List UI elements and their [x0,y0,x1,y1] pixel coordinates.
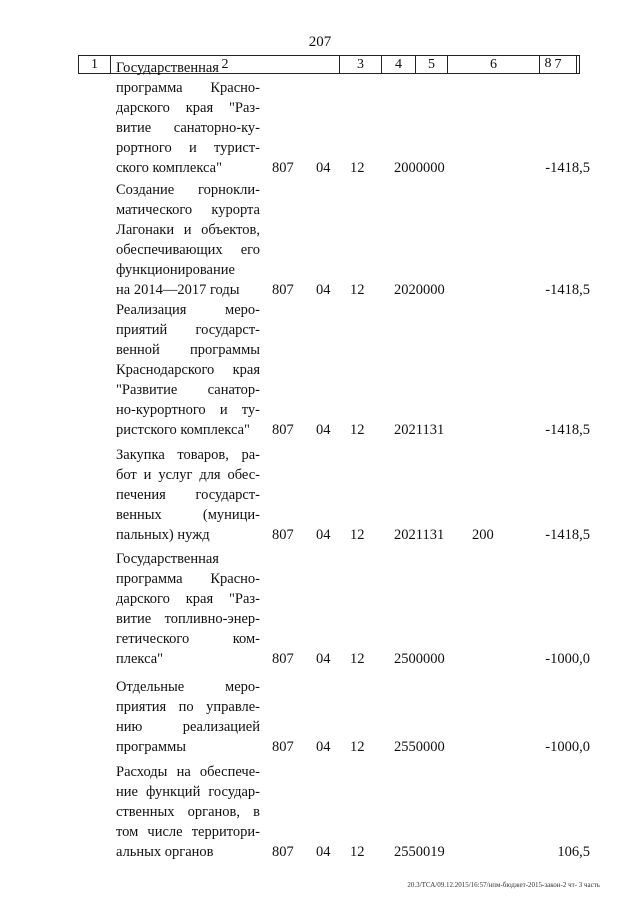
column-number-1: 1 [79,56,111,73]
row-description-line: программа Красно- [116,571,260,587]
subsection-code: 12 [350,422,365,438]
row-description-line: матического курорта [116,202,260,218]
table-row [0,549,640,669]
row-description-line: приятия по управле- [116,699,260,715]
target-item-code: 2021131 [394,527,445,543]
subsection-code: 12 [350,651,365,667]
column-number-4: 4 [382,56,416,73]
department-code: 807 [272,160,294,176]
row-description-line: дарского края "Раз- [116,100,260,116]
row-description-line: но-курортного и ту- [116,402,260,418]
row-description-line: нию реализацией [116,719,260,735]
amount: 106,5 [557,844,590,860]
row-description-line: Закупка товаров, ра- [116,447,260,463]
row-description-line: Государственная [116,551,219,567]
expense-type-code: 200 [472,527,494,543]
section-code: 04 [316,651,331,667]
amount: -1418,5 [545,422,590,438]
row-description-line: ственных органов, в [116,804,260,820]
row-description-line: рортного и турист- [116,140,260,156]
target-item-code: 2021131 [394,422,445,438]
table-row [0,445,640,545]
target-item-code: 2000000 [394,160,445,176]
subsection-code: 12 [350,282,365,298]
row-description-line: венной программы [116,342,260,358]
amount: -1000,0 [545,739,590,755]
subsection-code: 12 [350,739,365,755]
table-row [0,300,640,440]
row-description-line: ристского комплекса" [116,422,250,438]
target-item-code: 2550019 [394,844,445,860]
row-description [116,677,260,757]
department-code: 807 [272,739,294,755]
row-description-line: витие топливно-энер- [116,611,260,627]
department-code: 807 [272,844,294,860]
department-code: 807 [272,651,294,667]
amount: -1418,5 [545,160,590,176]
row-description-line: функционирование [116,262,235,278]
row-description-line: Краснодарского края [116,362,260,378]
table-row [0,58,640,178]
department-code: 807 [272,422,294,438]
row-description-line: плекса" [116,651,164,667]
column-number-5: 5 [416,56,448,73]
row-description-line: дарского края "Раз- [116,591,260,607]
amount: -1000,0 [545,651,590,667]
row-description-line: альных органов [116,844,214,860]
row-description [116,300,260,440]
row-description [116,762,260,862]
table-row [0,762,640,862]
row-description-line: на 2014—2017 годы [116,282,240,298]
department-code: 807 [272,282,294,298]
column-number-7: 7 [540,56,577,73]
page-number: 207 [308,34,332,50]
row-description-line: пальных) нужд [116,527,210,543]
row-description-line: Создание горнокли- [116,182,260,198]
document-footer: 20.3/ТСА/09.12.2015/16:57/нпм-бюджет-2015-закон-2 чт- 3 часть [407,881,600,889]
row-description-line: ние функций государ- [116,784,260,800]
row-description-line: гетического ком- [116,631,260,647]
section-code: 04 [316,422,331,438]
row-description-line: обеспечивающих его [116,242,260,258]
row-description-line: программа Красно- [116,80,260,96]
column-number-6: 6 [448,56,540,73]
table-row [0,677,640,757]
row-description-line: программы [116,739,186,755]
section-code: 04 [316,282,331,298]
subsection-code: 12 [350,160,365,176]
column-number-2: 2 [111,56,340,73]
row-description-line: венных (муници- [116,507,260,523]
section-code: 04 [316,844,331,860]
row-description-line: приятий государст- [116,322,260,338]
table-row [0,180,640,300]
amount: -1418,5 [545,527,590,543]
row-description [116,445,260,545]
target-item-code: 2550000 [394,739,445,755]
section-code: 04 [316,527,331,543]
target-item-code: 2020000 [394,282,445,298]
section-code: 04 [316,739,331,755]
row-description-line: Реализация меро- [116,302,260,318]
row-description-line: том числе территори- [116,824,260,840]
row-description [116,549,260,669]
row-description [116,58,260,178]
row-description [116,180,260,300]
target-item-code: 2500000 [394,651,445,667]
section-code: 04 [316,160,331,176]
row-description-line: ского комплекса" [116,160,222,176]
row-description-line: Лагонаки и объектов, [116,222,260,238]
column-number-3: 3 [340,56,382,73]
row-description-line: бот и услуг для обес- [116,467,260,483]
row-description-line: Отдельные меро- [116,679,260,695]
column-number-8: 8 [544,56,552,71]
amount: -1418,5 [545,282,590,298]
row-description-line: витие санаторно-ку- [116,120,260,136]
row-description-line: печения государст- [116,487,260,503]
row-description-line: "Развитие санатор- [116,382,260,398]
row-description-line: Расходы на обеспече- [116,764,260,780]
subsection-code: 12 [350,527,365,543]
row-description-line: Государственная [116,60,219,76]
department-code: 807 [272,527,294,543]
subsection-code: 12 [350,844,365,860]
